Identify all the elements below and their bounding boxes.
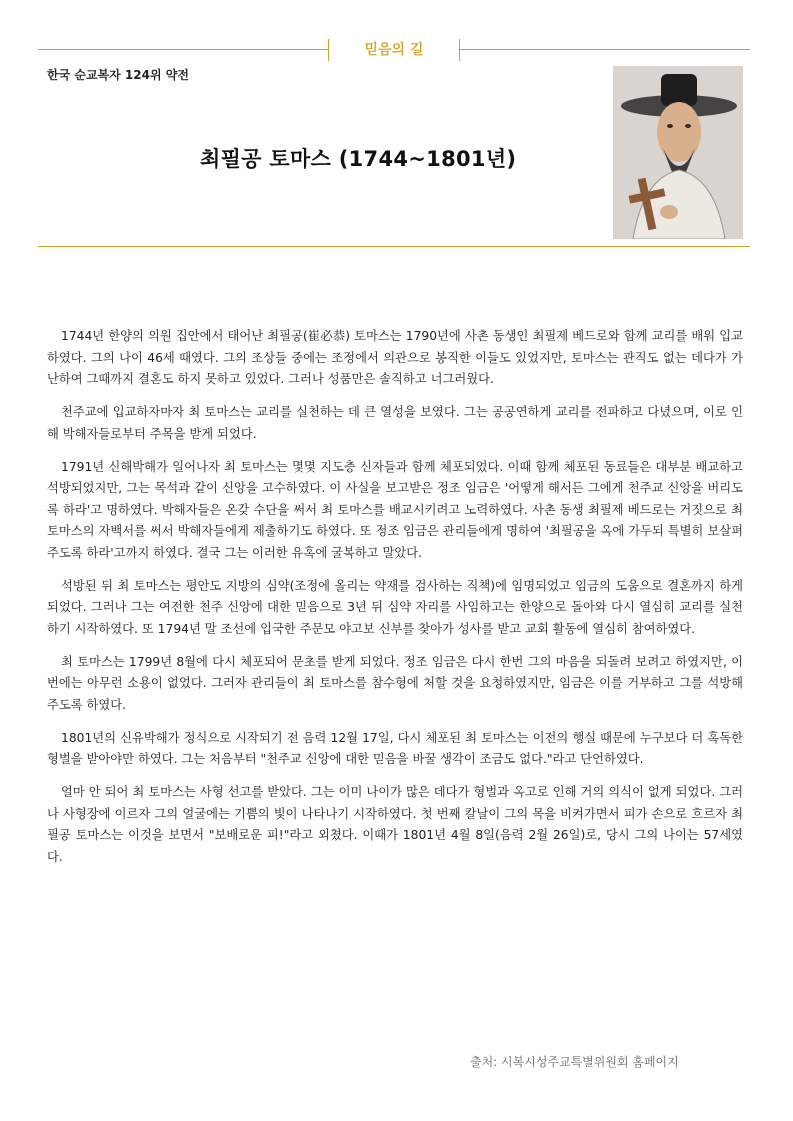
paragraph: 얼마 안 되어 최 토마스는 사형 선고를 받았다. 그는 이미 나이가 많은 데다가 형벌과 옥고로 인해 거의 의식이 없게 되었다. 그러나 사형장에 이르자 그의 얼굴에는 기쁨의 빛이 나타나기 시작하였다. 첫 번째 칼날이 그의 목을 비켜가면서 피가 손으로 흐르자 최필공 토마스는 이것을 보면서 "보배로운 피!"라고 외쳤다. 이때가 1801년 4월 8일(음력 2월 26일)로, 당시 그의 나이는 57세였다. <box>47 785 743 864</box>
paragraph: 1801년의 신유박해가 정식으로 시작되기 전 음력 12월 17일, 다시 체포된 최 토마스는 이전의 행실 때문에 누구보다 더 혹독한 형벌을 받아야만 하였다. 그는 처음부터 "천주교 신앙에 대한 믿음을 바꿀 생각이 조금도 없다."라고 단언하였다. <box>47 730 743 766</box>
header-bottom-rule <box>38 246 750 247</box>
portrait-drawing <box>613 66 743 239</box>
paragraph: 최 토마스는 1799년 8월에 다시 체포되어 문초를 받게 되었다. 정조 임금은 다시 한번 그의 마음을 되돌려 보려고 하였지만, 이번에는 아무런 소용이 없었다. 그러자 관리들이 최 토마스를 참수형에 처할 것을 요청하였지만, 임금은 이를 거부하고 그를 석방해 주도록 하였다. <box>47 654 743 712</box>
article-body <box>47 326 743 880</box>
saint-portrait-icon <box>613 66 743 239</box>
section-tag: 믿음의 길 <box>328 39 460 61</box>
paragraph: 1791년 신해박해가 일어나자 최 토마스는 몇몇 지도층 신자들과 함께 체포되었다. 이때 함께 체포된 동료들은 대부분 배교하고 석방되었지만, 그는 목석과 같이 신앙을 고수하였다. 이 사실을 보고받은 정조 임금은 '어떻게 해서든 그에게 천주교 신앙을 버리도록 하라'고 명하였다. 박해자들은 온갖 수단을 써서 최 토마스를 배교시키려고 노력하였다. 사촌 동생 최필제 베드로는 거짓으로 최 토마스의 자백서를 써서 박해자들에게 제출하기도 하였다. 또 정조 임금은 관리들에게 명하여 '최필공을 옥에 가두되 특별히 보살펴 주도록 하라'고까지 하였다. 결국 그는 이러한 유혹에 굴복하고 말았다. <box>47 459 743 560</box>
page-title: 최필공 토마스 (1744~1801년) <box>200 147 517 171</box>
paragraph: 석방된 뒤 최 토마스는 평안도 지방의 심약(조정에 올리는 약재를 검사하는 직책)에 임명되었고 임금의 도움으로 결혼까지 하게 되었다. 그러나 그는 여전한 천주 신앙에 대한 믿음으로 3년 뒤 심약 자리를 사임하고는 한양으로 돌아와 다시 열심히 교리를 실천하기 시작하였다. 또 1794년 말 조선에 입국한 주문모 야고보 신부를 찾아가 성사를 받고 교회 활동에 열심히 참여하였다. <box>47 578 743 636</box>
series-subtitle: 한국 순교복자 124위 약전 <box>47 68 189 82</box>
paragraph: 천주교에 입교하자마자 최 토마스는 교리를 실천하는 데 큰 열성을 보였다. 그는 공공연하게 교리를 전파하고 다녔으며, 이로 인해 박해자들로부터 주목을 받게 되었다. <box>47 405 743 441</box>
source-credit: 출처: 시복시성주교특별위원회 홈페이지 <box>470 1055 679 1069</box>
paragraph: 1744년 한양의 의원 집안에서 태어난 최필공(崔必恭) 토마스는 1790년에 사촌 동생인 최필제 베드로와 함께 교리를 배워 입교하였다. 그의 나이 46세 때였다. 그의 조상들 중에는 조정에서 의관으로 봉직한 이들도 있었지만, 토마스는 관직도 없는 데다가 가난하여 그때까지 결혼도 하지 못하고 있었다. 그러나 성품만은 솔직하고 너그러웠다. <box>47 329 743 386</box>
